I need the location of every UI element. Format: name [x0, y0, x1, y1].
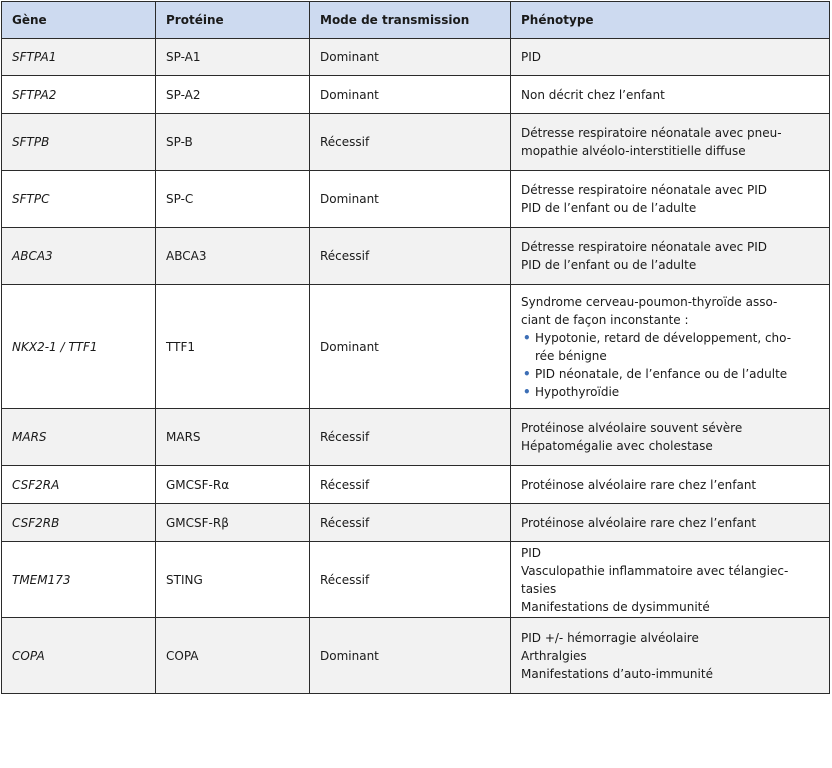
cell-protein: STING — [156, 542, 310, 618]
phenotype-line: PID — [521, 50, 542, 64]
phenotype-line: Vasculopathie inflammatoire avec télangiec- — [521, 563, 789, 578]
header-phenotype: Phénotype — [511, 2, 830, 39]
phenotype-line: Hépatomégalie avec cholestase — [521, 439, 713, 453]
phenotype-bullet — [521, 383, 821, 401]
cell-mode: Dominant — [310, 285, 511, 409]
cell-gene: COPA — [2, 618, 156, 694]
cell-gene: CSF2RB — [2, 504, 156, 542]
cell-protein: TTF1 — [156, 285, 310, 409]
cell-phenotype — [511, 228, 830, 285]
bullet-dot-icon: • — [523, 384, 531, 399]
header-row — [2, 2, 830, 39]
cell-phenotype — [511, 171, 830, 228]
phenotype-line: PID de l’enfant ou de l’adulte — [521, 201, 697, 215]
table-row — [2, 618, 830, 694]
table-row — [2, 114, 830, 171]
table-row — [2, 409, 830, 466]
bullet-text: PID néonatale, de l’enfance ou de l’adulte — [535, 366, 788, 381]
table-row — [2, 466, 830, 504]
phenotype-line: Protéinose alvéolaire souvent sévère — [521, 421, 743, 435]
cell-mode: Récessif — [310, 228, 511, 285]
cell-phenotype — [511, 39, 830, 76]
cell-protein: COPA — [156, 618, 310, 694]
cell-protein: GMCSF-Rβ — [156, 504, 310, 542]
phenotype-line: Détresse respiratoire néonatale avec pneu- — [521, 126, 782, 140]
phenotype-line: Arthralgies — [521, 648, 587, 663]
phenotype-line: Protéinose alvéolaire rare chez l’enfant — [521, 477, 757, 492]
cell-phenotype — [511, 76, 830, 114]
phenotype-line: mopathie alvéolo-interstitielle diffuse — [521, 144, 746, 158]
table-row — [2, 285, 830, 409]
cell-phenotype — [511, 618, 830, 694]
cell-gene: SFTPA1 — [2, 39, 156, 76]
cell-gene: SFTPB — [2, 114, 156, 171]
phenotype-line: Non décrit chez l’enfant — [521, 87, 665, 102]
gene-table — [1, 1, 830, 694]
cell-mode: Dominant — [310, 76, 511, 114]
phenotype-line: tasies — [521, 581, 557, 596]
cell-mode: Dominant — [310, 618, 511, 694]
cell-gene: MARS — [2, 409, 156, 466]
header-mode: Mode de transmission — [310, 2, 511, 39]
cell-mode: Dominant — [310, 39, 511, 76]
cell-gene: CSF2RA — [2, 466, 156, 504]
cell-gene: NKX2-1 / TTF1 — [2, 285, 156, 409]
cell-phenotype — [511, 504, 830, 542]
phenotype-line: PID — [521, 545, 542, 560]
phenotype-line: ciant de façon inconstante : — [521, 312, 689, 327]
cell-mode: Dominant — [310, 171, 511, 228]
phenotype-line: PID +/- hémorragie alvéolaire — [521, 630, 699, 645]
bullet-text: Hypotonie, retard de développement, cho- — [535, 330, 792, 345]
phenotype-bullet — [521, 329, 821, 365]
cell-protein: MARS — [156, 409, 310, 466]
cell-phenotype — [511, 409, 830, 466]
cell-phenotype — [511, 285, 830, 409]
bullet-text: rée bénigne — [535, 348, 607, 363]
phenotype-line: Manifestations d’auto-immunité — [521, 666, 713, 681]
cell-gene: ABCA3 — [2, 228, 156, 285]
cell-gene: SFTPC — [2, 171, 156, 228]
cell-protein: SP-A1 — [156, 39, 310, 76]
phenotype-line: Protéinose alvéolaire rare chez l’enfant — [521, 515, 757, 530]
table-row — [2, 228, 830, 285]
cell-protein: SP-B — [156, 114, 310, 171]
phenotype-line: Manifestations de dysimmunité — [521, 599, 710, 614]
cell-mode: Récessif — [310, 542, 511, 618]
phenotype-line: Syndrome cerveau-poumon-thyroïde asso- — [521, 294, 778, 309]
cell-mode: Récessif — [310, 409, 511, 466]
bullet-dot-icon: • — [523, 366, 531, 381]
cell-mode: Récessif — [310, 466, 511, 504]
phenotype-line: PID de l’enfant ou de l’adulte — [521, 258, 697, 272]
cell-protein: SP-A2 — [156, 76, 310, 114]
bullet-dot-icon: • — [523, 330, 531, 345]
bullet-text: Hypothyroïdie — [535, 384, 620, 399]
cell-gene: TMEM173 — [2, 542, 156, 618]
phenotype-line: Détresse respiratoire néonatale avec PID — [521, 183, 768, 197]
cell-protein: SP-C — [156, 171, 310, 228]
cell-phenotype — [511, 114, 830, 171]
table-row — [2, 39, 830, 76]
cell-phenotype — [511, 466, 830, 504]
table-row — [2, 504, 830, 542]
cell-phenotype — [511, 542, 830, 618]
table-row — [2, 542, 830, 618]
table-row — [2, 76, 830, 114]
table-row — [2, 171, 830, 228]
phenotype-line: Détresse respiratoire néonatale avec PID — [521, 240, 768, 254]
phenotype-bullet-list — [521, 329, 821, 401]
cell-mode: Récessif — [310, 114, 511, 171]
header-protein: Protéine — [156, 2, 310, 39]
phenotype-bullet — [521, 365, 821, 383]
cell-gene: SFTPA2 — [2, 76, 156, 114]
cell-mode: Récessif — [310, 504, 511, 542]
cell-protein: ABCA3 — [156, 228, 310, 285]
cell-protein: GMCSF-Rα — [156, 466, 310, 504]
header-gene: Gène — [2, 2, 156, 39]
